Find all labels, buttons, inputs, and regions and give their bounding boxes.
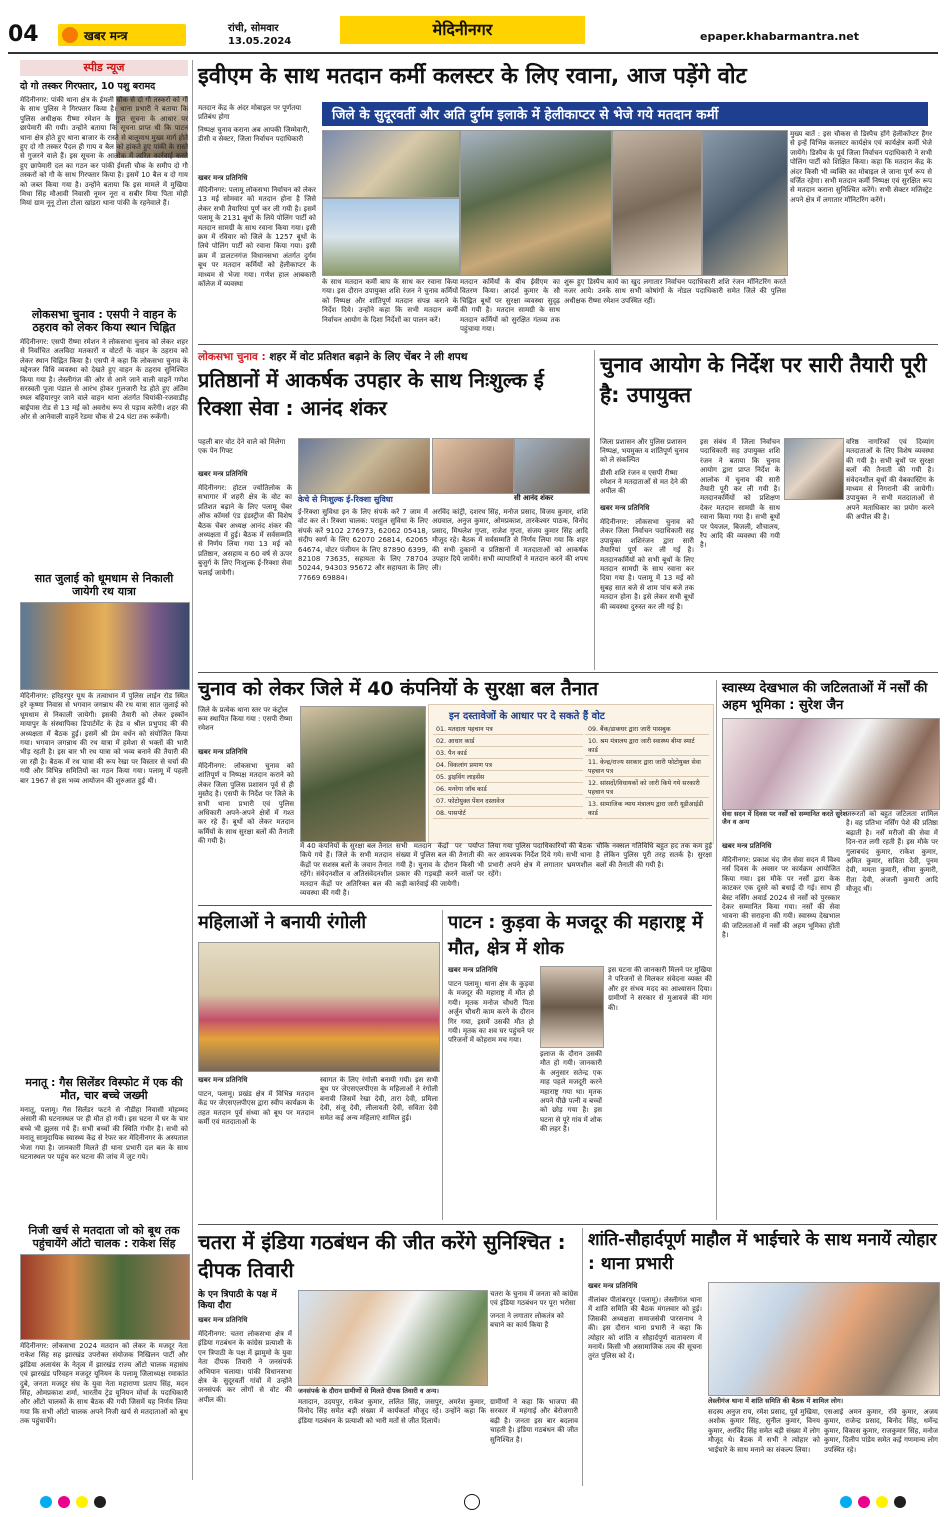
article-column: शुरू हुए डिस्पैच कार्य का खुद लगातार निर्वाचन पदाधिकारी शशि रंजन मॉनिटरिंग करते नजर आये। उनके साथ सभी कोषांगों के नोडल पदाधिकारी समेत जिले की पुलिस अधीक्षक रीष्मा रमेशन उपस्थित रहीं। bbox=[564, 278, 786, 305]
article-column: मतादान, उदयपुर, राकेश कुमार, ललित सिंह, जसपुर, अमरेश कुमार, विनोद सिंह समेत बड़ी संख्या में कार्यकर्ता मौजूद रहे। उन्होंने कहा कि इंडिया गठबंधन के प्रत्याशी को भारी मतों से जीत दिलायें। bbox=[298, 1398, 486, 1425]
nurses-headline: स्वास्थ्य देखभाल की जटिलताओं में नर्सों की अहम भूमिका : सुरेश जैन bbox=[722, 681, 928, 713]
article-column: ई-रिक्शा सुविधा इन के लिए संपर्क करें 7 जाम में वोट कर ले। रिक्शा चालक: पराहुल सुविधा के लिए संपर्क करें 9102 276973, 62062 05418, संदीप स्वर्ण के लिए 62070 26814, 62065 64674, वोटर पंजीयन के लिए 87890 6399, 82108 73635, सहायता के लिए 78704 50244, 94303 95672 और सहायता के लिए 77669 69884। bbox=[298, 508, 428, 582]
color-dot bbox=[76, 1496, 88, 1508]
document-item: 13. सामाजिक न्याय मंत्रालय द्वारा जारी यूडीआईडी कार्ड bbox=[585, 798, 709, 819]
article-column: लिया गया पुलिस पदाधिकारियों की बैठक कर आवश्यक निर्देश दिये गये। सभी थाना प्रभारी अपने क्षेत्र में लगातार भ्रमणशील रहेंगे। bbox=[488, 842, 592, 879]
evm-photo-group bbox=[322, 130, 460, 198]
byline: खबर मन्त्र प्रतिनिधि bbox=[722, 842, 772, 850]
evm-headline: इवीएम के साथ मतदान कर्मी कलस्टर के लिए रवाना, आज पड़ेंगे वोट bbox=[198, 64, 747, 89]
website-link[interactable]: epaper.khabarmantra.net bbox=[700, 30, 859, 43]
story-body: मेदिनीनगर: लोकसभा 2024 मतदान को लेकर के मजदूर नेता राकेश सिंह सह झारखंड उपरोक्त संयोजक निखिलन पार्टी और झंडिया अलायंस के नेतृत्व में झारखंड राज्य ऑटो चालक महासंघ एवं झारखंड परिवहन मजदूर यूनियन के पलामू जिलाध्यक्ष रमाकांत दुबे, जनता मजदूर संघ के युवा नेता महाराणा प्रताप सिंह, मदन सिंह, ओमप्रकाश शर्मा, भारतीय ट्रेड यूनियन मोर्चा के पदाधिकारी और ऑटो चालकों के साथ बैठक की गयी जिसमें यह निर्णय लिया गया कि सभी ऑटो चालक अपने निजी खर्च से मतदाताओं को बूथ तक पहुंचायेंगे। bbox=[20, 1342, 188, 1426]
logo-mark-icon bbox=[62, 27, 78, 43]
erickshaw-photo-meeting bbox=[298, 438, 430, 494]
city-day: रांची, सोमवार bbox=[228, 23, 279, 34]
byline: खबर मन्त्र प्रतिनिधि bbox=[588, 1282, 638, 1290]
article-column: मेदिनीनगर: लोकसभा चुनाव को लेकर जिला निर्वाचन पदाधिकारी सह उपायुक्त शशिरंजन द्वारा सारी तैयारियां पूर्ण कर ली गई है। मतदानकर्मियों को सभी बूथों के लिए मतदान सामग्री के साथ रवाना कर दिया गया है। पलामू में 13 मई को सुबह सात बजे से शाम पांच बजे तक मतदान होना है। इसे लेकर सभी बूथों की व्यवस्था दुरुस्त कर ली गई है। bbox=[600, 518, 694, 611]
article-column: मेदिनीनगर: चतरा लोकसभा क्षेत्र में इंडिया गठबंधन के कांग्रेस प्रत्याशी के एन त्रिपाठी के पक्ष में झामुमो के युवा नेता दीपक तिवारी ने जनसंपर्क अभियान चलाया। पांकी विधानसभा क्षेत्र के सुदूरवर्ती गांवों में उन्होंने जनसंपर्क कर लोगों से वोट की अपील की। bbox=[198, 1330, 292, 1404]
byline: खबर मन्त्र प्रतिनिधि bbox=[198, 1316, 248, 1324]
byline: खबर मन्त्र प्रतिनिधि bbox=[448, 966, 498, 974]
erickshaw-caption: केचे से निःशुल्क ई-रिक्शा सुविधा bbox=[298, 495, 393, 504]
page-number: 04 bbox=[8, 22, 39, 47]
peace-photo bbox=[708, 1282, 940, 1396]
color-dot bbox=[894, 1496, 906, 1508]
peace-headline: शांति-सौहार्दपूर्ण माहौल में भाईचारे के साथ मनायें त्योहार : थाना प्रभारी bbox=[588, 1230, 937, 1274]
document-item: 12. सांसदों/विधायकों को जारी किये गये सरकारी पहचान पत्र bbox=[585, 777, 709, 798]
document-item: 10. श्रम मंत्रालय द्वारा जारी स्वास्थ्य बीमा स्मार्ट कार्ड bbox=[585, 735, 709, 756]
article-column: जरूरतों को बहुत जटिलता शामिल है। वह प्रतिभा नर्सिंग पेशे की प्रतिष्ठा बढ़ाती है। नर्सें मरीजों की सेवा में दिन-रात लगी रहती हैं। इस मौके पर गुलाबचंद कुमार, राकेश कुमार, अमित कुमार, सविता देवी, पूनम देवी, ममता कुमारी, सीमा कुमारी, रीता देवी, अंजली कुमारी आदि मौजूद थीं। bbox=[846, 810, 938, 894]
crosshair-icon bbox=[464, 1494, 480, 1510]
logo[interactable] bbox=[58, 24, 186, 46]
women-headline: महिलाओं ने बनायी रंगोली bbox=[198, 912, 367, 933]
banner-text: जिले के सुदूरवर्ती और अति दुर्गम इलाके में हेलीकाप्टर से भेजे गये मतदान कर्मी bbox=[332, 107, 719, 123]
evm-photo-dispatch bbox=[612, 130, 702, 276]
byline: खबर मन्त्र प्रतिनिधि bbox=[600, 504, 650, 512]
sidebar bbox=[20, 60, 188, 1480]
erickshaw-headline: प्रतिष्ठानों में आकर्षक उपहार के साथ निःशुल्क ई रिक्शा सेवा : आनंद शंकर bbox=[198, 368, 544, 420]
color-dot bbox=[840, 1496, 852, 1508]
story-title: दो गो तस्कर गिरफ्तार, 10 पशु बरामद bbox=[20, 81, 156, 92]
story-body: मनातू, पलामू। गैस सिलेंडर फटने से नौडीहा निवासी मोहम्मद अंसारी की घटनास्थल पर ही मौत हो गयी। इस घटना में घर के चार बच्चे भी झुलस गये हैं। सभी बच्चों की स्थिति गंभीर है। सभी को मनातू सामुदायिक स्वास्थ्य केंद्र से रेफर कर मेदिनीनगर के अस्पताल भेजा गया है। जानकारी मिलते ही थाना प्रभारी दल बल के साथ घटनास्थल पर पहुंच कर घटना की जांच में जुट गये। bbox=[20, 1106, 188, 1162]
article-column: पाटन, पलामू। प्रखंड क्षेत्र में विभिन्न मतदान केंद्र पर जेएसएलपीएस द्वारा स्वीप कार्यक्रम के तहत मतदान पूर्व संध्या को बूथ पर मतदान कर्मी एवं मतदाताओं के bbox=[198, 1090, 314, 1127]
color-dot bbox=[858, 1496, 870, 1508]
color-dot bbox=[58, 1496, 70, 1508]
sp-photo bbox=[300, 706, 426, 842]
documents-table bbox=[433, 723, 583, 819]
rangoli-photo bbox=[198, 942, 440, 1072]
documents-title: इन दस्तावेजों के आधार पर दे सकते हैं वोट bbox=[449, 711, 605, 722]
evm-photo-helicopter bbox=[322, 198, 460, 276]
document-item: 02. आधार कार्ड bbox=[433, 735, 583, 747]
commission-bullets bbox=[600, 438, 694, 496]
document-item: 09. बैंक/डाकघर द्वारा जारी पासबुक bbox=[585, 723, 709, 735]
article-column: वरिष्ठ नागरिकों एवं दिव्यांग मतदाताओं के लिए विशेष व्यवस्था की गयी है। सभी बूथों पर सुरक्षा बलों की तैनाती की गयी है। संवेदनशील बूथों की वेबकास्टिंग के माध्यम से निगरानी की जायेगी। उपायुक्त ने सभी मतदाताओं से अपने मताधिकार का प्रयोग करने की अपील की है। bbox=[846, 438, 934, 522]
chatra-photo bbox=[298, 1290, 488, 1386]
story-title: सात जुलाई को धूमधाम से निकाली जायेगी रथ यात्रा bbox=[34, 572, 174, 598]
auto-drivers-photo bbox=[20, 1254, 190, 1340]
kicker-text: शहर में वोट प्रतिशत बढ़ाने के लिए चेंबर ने ली शपथ bbox=[269, 351, 468, 363]
document-item: 04. विकलांग प्रमाण पत्र bbox=[433, 759, 583, 771]
security-headline: चुनाव को लेकर जिले में 40 कंपनियों के सुरक्षा बल तैनात bbox=[198, 678, 599, 700]
story-body: मेदिनीनगर: हरिहरपुर यूथ के तत्वाधान में पुलिस लाईन रोड स्थित हरे कृष्णा निवास से भगवान जगन्नाथ की रथ यात्रा सात जुलाई को धूमधाम से निकाली जायेगी। इसकी तैयारी को लेकर इस्कॉन मायापुर के संस्थापिका डिपार्टमेंट के हेड व श्रील प्रभुपाद की की अध्यक्षता में बैठक हुई। इसमें श्री प्रेम वर्धन को संयोजित किया गया। भगवान जगन्नाथ की रथ यात्रा में हमेशा से भक्तों की भारी भीड़ रहती है। इस बार भी रथ यात्रा को भव्य बनाने की तैयारी की जा रही है। बैठक में रथ यात्रा की रूप रेखा पर विस्तार से चर्चा की गयी और विभिन्न समितियों का गठन किया गया। पलामू में पहली बार 1967 से इस भव्य आयोजन की शुरुआत हुई थी। bbox=[20, 692, 188, 785]
worker-photo bbox=[540, 966, 604, 1048]
document-item: 11. केन्द्र/राज्य सरकार द्वारा जारी फोटोयुक्त सेवा पहचान पत्र bbox=[585, 756, 709, 777]
commission-headline: चुनाव आयोग के निर्देश पर सारी तैयारी पूरी है: उपायुक्त bbox=[600, 353, 927, 407]
bullet-item: जिले के प्रत्येक थाना स्तर पर कंट्रोल रूम स्थापित किया गया : एसपी रीष्मा रमेशन bbox=[198, 706, 293, 732]
article-column: में 40 कंपनियों के सुरक्षा बल तैनात किये गये हैं। जिले के सभी मतदान केंद्रों पर सशस्त्र बलों के जवान तैनात रहेंगे। संवेदनशील व अतिसंवेदनशील मतदान केंद्रों पर अतिरिक्त बल की व्यवस्था की गयी है। bbox=[300, 842, 392, 898]
speed-news-label: स्पीड न्यूज bbox=[20, 60, 188, 76]
peace-caption: लेस्लीगंज थाना में शांति समिति की बैठक में शामिल लोग। bbox=[708, 1397, 844, 1405]
article-column: अरविंद कांट्री, दशरथ सिंह, मनोज प्रसाद, विजय कुमार, शशि अग्रवाल, अनुज कुमार, ओमप्रकाश, तारकेश्वर पाठक, विनोद प्रसाद, मिथलेश गुप्ता, राजेश गुप्ता, संजय कुमार सिंह आदि मौजूद रहे। बैठक में सर्वसम्मति से निर्णय लिया गया कि शहर की सभी दुकानों व प्रतिष्ठानों में मतदाताओं को आकर्षक उपहार दिये जायेंगे। सभी व्यापारियों ने मतदान करने की शपथ ली। bbox=[432, 508, 588, 573]
document-item: 08. पासपोर्ट bbox=[433, 807, 583, 819]
erickshaw-photo-group bbox=[514, 438, 590, 494]
bullet-item: मतदान केंद्र के अंदर मोबाइल पर पूर्णतया प्रतिबंध होगा bbox=[198, 104, 302, 121]
article-column: के साथ मतदान कर्मी बाघ के साथ कर रवाना किया गया। इस दौरान उपायुक्त शशि रंजन ने चुनाव कर्मियों को निष्पक्ष और शांतिपूर्ण मतदान संपन्न कराने के निर्देश दिये। उन्होंने कहा कि सभी मतदान कर्मी निर्वाचन आयोग के दिशा निर्देशों का पालन करें। bbox=[322, 278, 458, 324]
bullet-item: चतरा के चुनाव में जनता को कांग्रेस एवं इंडिया गठबंधन पर पूरा भरोसा bbox=[490, 1290, 578, 1307]
chatra-bullets bbox=[490, 1290, 578, 1330]
bullet-item: निष्पक्ष चुनाव कराना अब आपकी जिम्मेवारी, डीसी व सेक्टर, जिला निर्वाचन पदाधिकारी bbox=[198, 126, 310, 143]
article-column: स्वागत के लिए रंगोली बनायी गयी। इस सभी बूथ पर जेएसएलपीएस के महिलाओं ने रंगोली बनायी जिसमें रेखा देवी, तारा देवी, प्रमिला देवी, संजू देवी, लीलावती देवी, सविता देवी समेत कई अन्य महिलाएं शामिल हुई। bbox=[320, 1076, 438, 1122]
documents-box bbox=[428, 704, 714, 844]
article-column: इलाज के दौरान उसकी मौत हो गयी। जानकारी के अनुसार सतेन्द्र एक माह पहले मजदूरी करने महाराष्ट्र गया था। मृतक अपने पीछे पत्नी व बच्चों को छोड़ गया है। इस घटना से पूरे गांव में शोक की लहर है। bbox=[540, 1050, 602, 1134]
byline: खबर मन्त्र प्रतिनिधि bbox=[198, 1076, 248, 1084]
byline: खबर मन्त्र प्रतिनिधि bbox=[198, 748, 248, 756]
document-item: 06. मनरेगा जॉब कार्ड bbox=[433, 783, 583, 795]
article-column: सदस्य अनुज राय, रमेश प्रसाद, पूर्व मुखिया, अशोक कुमार सिंह, सुनील कुमार, विनय कुमार, अरविंद सिंह समेत बड़ी संख्या में लोग मौजूद थे। बैठक में सभी ने त्योहार को भाईचारे के साथ मनाने का संकल्प लिया। bbox=[708, 1408, 820, 1454]
edition-date: 13.05.2024 bbox=[228, 36, 292, 47]
story-title: निजी खर्च से मतदाता जो को बूथ तक पहुंचायेंगे ऑटो चालक : राकेश सिंह bbox=[28, 1224, 180, 1250]
article-column: इस संबंध में जिला निर्वाचन पदाधिकारी सह उपायुक्त शशि रंजन ने बताया कि चुनाव आयोग द्वारा प्राप्त निर्देश के आलोक में चुनाव की सारी तैयारी पूरी कर ली गयी है। मतदानकर्मियों को प्रशिक्षण देकर मतदान सामग्री के साथ रवाना किया गया है। सभी बूथों पर पेयजल, बिजली, शौचालय, रैंप आदि की व्यवस्था की गयी है। bbox=[700, 438, 780, 550]
helicopter-banner bbox=[322, 102, 928, 126]
byline: खबर मन्त्र प्रतिनिधि bbox=[198, 470, 248, 478]
color-dot bbox=[876, 1496, 888, 1508]
documents-table bbox=[585, 723, 709, 819]
bullet-item: डीसी शशि रंजन व एसपी रीष्मा रमेशन ने मतदाताओं से मत देने की अपील की bbox=[600, 469, 688, 495]
worker-headline: पाटन : कुड़वा के मजदूर की महाराष्ट्र में मौत, क्षेत्र में शोक bbox=[448, 912, 703, 959]
erickshaw-photo-anand bbox=[432, 438, 514, 494]
bullet-item: पहली बार वोट देने वाले को मिलेगा एक पेन गिफ्ट bbox=[198, 438, 286, 455]
story-body: मेदिनीनगर: एसपी रीष्मा रमेशन ने लोकसभा चुनाव को लेकर शहर से निर्वाचित अलविदा मतकारों व वोटरों के वाहन के ठहराव को लेकर स्थान चिह्नित किया है। एसपी ने कहा कि लोकसभा चुनाव के मद्देनजर विधि व्यवस्था को देखते हुए वाहन के ठहराव सुनिश्चित किया गया है। लेस्लीगंज की ओर से आने जाने वाली वाहनें गणेश सरस्वती पूजा पंडाल से आरंभ होकर गुलजारी रेड होते हुए अंतिम स्थल बहियारपुर जाने वाले वाहन थाना अंतर्गत चियांकी-रजवाडीह बाईपास रोड से 13 मई को अवरोध रूप से पड़ाव करेंगी। शहर की ओर से आनेवाली वाहनें रेडमा चौक से 24 घंटा तक रूकेंगी। bbox=[20, 338, 188, 422]
story-title: लोकसभा चुनाव : एसपी ने वाहन के ठहराव को लेकर किया स्थान चिह्नित bbox=[31, 308, 177, 334]
article-column: मेदिनीनगर: प्रकाश चंद जैन सेवा सदन में विश्व नर्स दिवस के अवसर पर कार्यक्रम आयोजित किया गया। इस मौके पर नर्सों द्वारा केक काटकर एक दूसरे को बधाई दी गई। साथ ही बेस्ट नर्सिंग अवार्ड 2024 से नर्सों को पुरस्कार देकर सम्मानित किया गया। नर्सों की सेवा भावना की सराहना की गयी। स्वास्थ्य देखभाल की जटिलताओं में नर्सों की अहम भूमिका होती है। bbox=[722, 856, 840, 940]
chatra-caption: जनसंपर्क के दौरान ग्रामीणों से मिलते दीपक तिवारी व अन्य। bbox=[298, 1387, 439, 1395]
rath-yatra-photo bbox=[20, 602, 190, 690]
color-dot bbox=[94, 1496, 106, 1508]
article-column: चौकि नक्सल गतिविधि बहुत हद तक कम हुई है लेकिन पुलिस पूरी तरह सतर्क है। सुरक्षा बलों की तैनाती की गयी है। bbox=[596, 842, 712, 869]
evm-photo-crowd bbox=[460, 130, 612, 276]
article-column: पाटन पलामू। थाना क्षेत्र के कुड़वा के मजदूर की महाराष्ट्र में मौत हो गयी। मृतक मनोज चौधरी पिता अर्जुन चौधरी काम करने के दौरान गिर गया, इसमें उसकी मौत हो गयी। मृतक का शव घर पहुंचने पर परिजनों में कोहराम मच गया। bbox=[448, 980, 534, 1045]
article-column: सभी मतदान केंद्रों पर पर्याप्त संख्या में पुलिस बल की तैनाती की गयी है। चुनाव के दौरान किसी भी प्रकार की गड़बड़ी करने वालों पर कड़ी कार्रवाई की जायेगी। bbox=[396, 842, 484, 888]
article-column: ग्रामीणों ने कहा कि भाजपा की सरकार में महंगाई और बेरोजगारी बढ़ी है। जनता इस बार बदलाव चाहती है। इंडिया गठबंधन की जीत सुनिश्चित है। bbox=[490, 1398, 578, 1444]
chatra-subhead: के एन त्रिपाठी के पक्ष में किया दौरा bbox=[198, 1290, 277, 1311]
kicker-label: लोकसभा चुनाव : bbox=[198, 351, 266, 363]
erickshaw-kicker bbox=[198, 350, 588, 364]
section-tab: मेदिनीनगर bbox=[340, 16, 585, 44]
article-column: मेदिनीनगर: पलामू लोकसभा निर्वाचन को लेकर 13 मई सोमवार को मतदान होना है जिसे लेकर सभी तैयारियां पूर्ण कर ली गयी है। इसमें पलामू के 2131 बूथों के लिये पोलिंग पार्टी को मतदान सामग्री के साथ रवाना किया गया। इसी क्रम में रविवार को जिले के 1257 बूथों के लिये पोलिंग पार्टी को रवाना किया गया। इसी क्रम में डालटनगंज विधानसभा अंतर्गत दुर्गम बूथ पर मतदान कर्मियों को हेलीकाप्टर के माध्यम से भेजा गया। गणेश हाल आबकारी कॉलेज में व्यवस्था bbox=[198, 186, 316, 289]
story-body: मेदिनीनगर: पांकी थाना क्षेत्र के ईमली चौक से दो गौ तस्करों को गौ के साथ पुलिस ने गिरफ्तार किया है। थाना प्रभारी ने बताया कि पुलिस अधीक्षक रीष्मा रमेशन के गुप्त सूचना के आधार पर छापेमारी की गयी। उन्होंने बताया कि सूचना प्राप्त थी कि पाटन थाना क्षेत्र होते हुए थाना बाजार के रास्ते से बालूमाथ मुख्य मार्ग होते हुए दो गौ तस्कर पैदल ही गाय व बैल को हांकते हुए पांकी के रास्ते से गुजरने वाले हैं। इस सूचना के आलोक में त्वरित कार्रवाई करते हुए छापेमारी दल का गठन कर पांकी ईमली चौक के समीप दो गौ तस्करों को गौ के साथ गिरफ्तार किया है। इसमें 10 बैल व दो गाय को जब्त किया गया है। उन्होंने बताया कि इस मामले में मुखिया मिथा सिंह मौआवी निवासी नूमन नूरा व सबीर मिया पिता मोही मियां ग्राम नूनू टोला टोला खांडरा थाना पांकी के रहनेवाले हैं। bbox=[20, 96, 188, 208]
document-item: 07. फोटोयुक्त पेंशन दस्तावेज bbox=[433, 795, 583, 807]
document-item: 01. मतदाता पहचान पत्र bbox=[433, 723, 583, 735]
commission-photo-dc bbox=[784, 438, 844, 500]
article-column: मतदान कर्मियों के बीच ईवीएम का वितरण किया। आदर्श कुमार के सौ चिह्नित बूथों पर सुरक्षा व्यवस्था सुदृढ़ की गयी है। मतदान सामग्री के साथ मतदान कर्मियों को सुरक्षित गंतव्य तक पहुंचाया गया। bbox=[460, 278, 560, 334]
article-column: मुख्य बातें : इस चौकस से डिस्पैच होंगे हेलीकॉप्टर हैंगर से इन्हें विभिन्न कलस्टर कार्यक्षेत्र एवं कार्यक्षेत्र कर्मी भेजे जायेंगे। डिस्पैच के पूर्व जिला निर्वाचन पदाधिकारी ने सभी पोलिंग पार्टी को शिक्षित किया। कहा कि मतदान केंद्र के अंदर किसी भी व्यक्ति का मोबाइल ले जाना पूर्ण रूप से वर्जित रहेगा। सभी मतदान कर्मी निष्पक्ष एवं सुरक्षित रूप से मतदान कराना सुनिश्चित करेंगे। सभी सेक्टर मजिस्ट्रेट अपने क्षेत्र में लगातार मॉनिटरिंग करेंगे। bbox=[790, 130, 932, 204]
article-column: एसआई अमन कुमार, रवि कुमार, अजय कुमार, राजेन्द्र प्रसाद, बिनोद सिंह, धर्मेन्द्र कुमार, विकास कुमार, राजकुमार सिंह, मनोज कुमार, दिलीप पांडेय समेत कई गणमान्य लोग उपस्थित रहे। bbox=[824, 1408, 938, 1454]
masthead bbox=[0, 0, 945, 56]
logo-text: खबर मन्त्र bbox=[84, 29, 128, 43]
article-column: इस घटना की जानकारी मिलने पर मुखिया ने परिजनों से मिलकर संवेदना व्यक्त की और हर संभव मदद का आश्वासन दिया। ग्रामीणों ने सरकार से मुआवजे की मांग की। bbox=[608, 966, 712, 1012]
photo-credit: सी आनंद शंकर bbox=[514, 494, 554, 502]
story-title: मनातू : गैस सिलेंडर विस्फोट में एक की मौत, चार बच्चे जख्मी bbox=[25, 1076, 183, 1102]
byline: खबर मन्त्र प्रतिनिधि bbox=[198, 174, 248, 182]
nurses-photo bbox=[722, 718, 940, 810]
document-item: 03. पैन कार्ड bbox=[433, 747, 583, 759]
article-column: मेदिनीनगर: होटल ज्योतिलोक के सभागार में शहरी क्षेत्र के वोट का प्रतिशत बढ़ाने के लिए पलामू चेंबर ऑफ कॉमर्स एंड इंडस्ट्रीज की विशेष बैठक चेंबर अध्यक्ष आनंद शंकर की अध्यक्षता में हुई। बैठक में सर्वसम्मति से निर्णय लिया गया 13 मई को प्रतिष्ठान, असहाय व 60 वर्ष से ऊपर बुजुर्ग के लिए निःशुल्क ई-रिक्शा सेवा चलाई जायेगी। bbox=[198, 484, 292, 577]
article-column: मेदिनीनगर: लोकसभा चुनाव को शांतिपूर्ण व निष्पक्ष मतदान कराने को लेकर जिला पुलिस प्रशासन पूर्व से ही मुस्तैद है। एसपी के निर्देश पर जिले के सभी थाना प्रभारी एवं पुलिस अधिकारी अपने-अपने क्षेत्रों में गश्त कर रहे हैं। बूथों को लेकर मतदान कर्मियों के साथ सुरक्षा बलों की तैनाती की गयी है। bbox=[198, 762, 294, 846]
article-column: नीलांबर पीतांबरपुर (पलामू)। लेस्लीगंज थाना में शांति समिति की बैठक मंगलवार को हुई। जिसकी अध्यक्षता समाजसेवी पारसनाथ ने की। इस दौरान थाना प्रभारी ने कहा कि त्योहार को शांति व सौहार्दपूर्ण वातावरण में मनायें। किसी भी असामाजिक तत्व की सूचना तुरंत पुलिस को दें। bbox=[588, 1296, 702, 1361]
chatra-headline: चतरा में इंडिया गठबंधन की जीत करेंगे सुनिश्चित : दीपक तिवारी bbox=[198, 1230, 566, 1282]
evm-bullets bbox=[198, 104, 316, 144]
evm-photo-officials bbox=[702, 130, 788, 276]
nurses-caption: सेवा सदन में दिवस पर नर्सों को सम्मानित करते सुरेश जैन व अन्य bbox=[722, 810, 847, 826]
document-item: 05. ड्राइविंग लाइसेंस bbox=[433, 771, 583, 783]
bullet-item: जिला प्रशासन और पुलिस प्रशासन निष्पक्ष, भयमुक्त व शांतिपूर्ण चुनाव को ले संकल्पित bbox=[600, 438, 689, 464]
bullet-item: जनता ने लगातार लोकतंत्र को बचाने का कार्य किया है bbox=[490, 1312, 564, 1329]
color-dot bbox=[40, 1496, 52, 1508]
print-registration-marks bbox=[0, 1492, 945, 1517]
